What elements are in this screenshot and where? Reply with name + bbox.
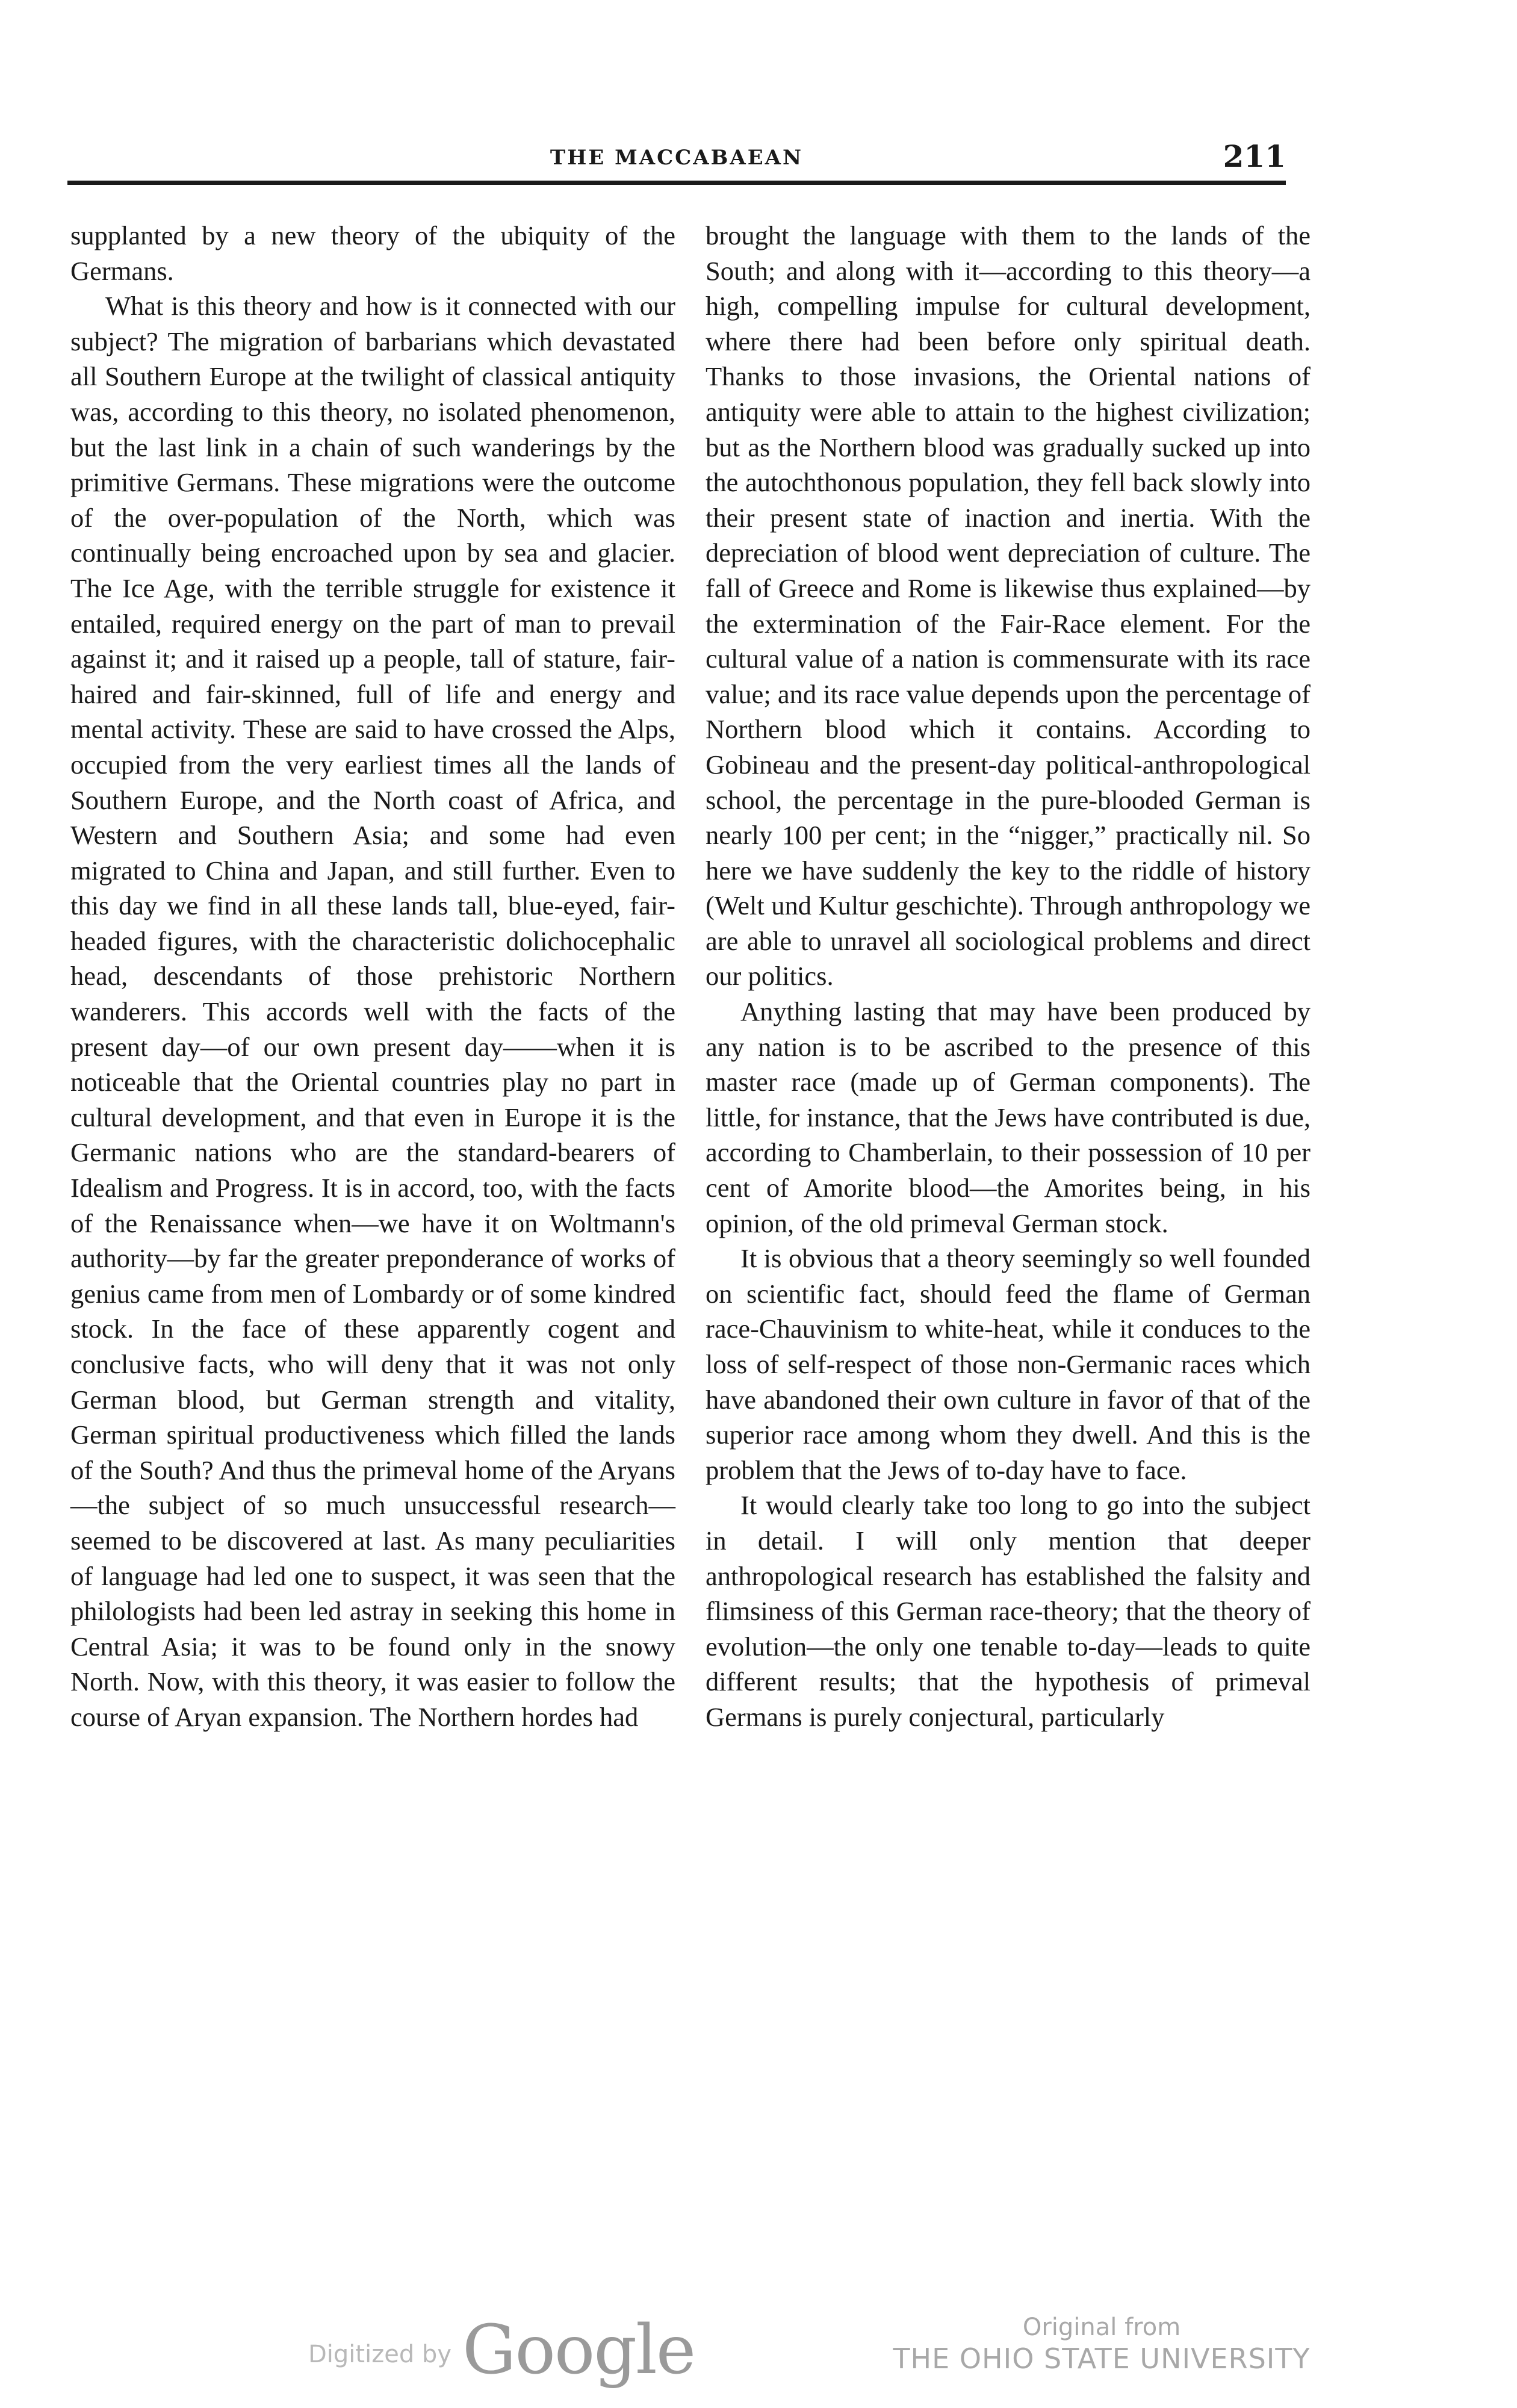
institution-label: THE OHIO STATE UNIVERSITY bbox=[893, 2342, 1311, 2375]
left-column bbox=[70, 218, 675, 1735]
paragraph: It is obvious that a theory seemingly so well founded on scientific fact, should feed the flame of German race-Chauvinism to white-heat, while it conduces to the loss of self-respect of those non-Germanic races which have abandoned their own culture in favor of that of the superior race among whom they dwell. And this is the problem that the Jews of to-day have to face. bbox=[706, 1243, 1311, 1485]
source-watermark bbox=[867, 2313, 1336, 2375]
right-column bbox=[706, 218, 1311, 1735]
digitized-by-watermark bbox=[308, 2300, 695, 2389]
paragraph: It would clearly take too long to go into the subject in detail. I will only mention that deeper anthropological research has established the falsity and flimsiness of this German race-theory; that the theory of evolution—the only one tenable to-day—leads to quite different results; that the hypothesis of primeval Germans is purely conjectural, particularly bbox=[706, 1490, 1311, 1732]
running-header bbox=[67, 138, 1286, 185]
original-from-label: Original from bbox=[1022, 2313, 1181, 2341]
paragraph: brought the language with them to the lands of the South; and along with it—according to this theory—a high, compelling impulse for cultural development, where there had been before only spiritual death. Thanks to those invasions, the Oriental nations of antiquity were able to attain to the highest civilization; but as the Northern blood was gradually sucked up into the autochthonous population, they fell back slowly into their present state of inaction and inertia. With the depreciation of blood went depreciation of culture. The fall of Greece and Rome is likewise thus explained—by the extermination of the Fair-Race element. For the cultural value of a nation is commensurate with its race value; and its race value depends upon the percentage of Northern blood which it contains. According to Gobineau and the present-day political-anthropological school, the percentage in the pure-blooded German is nearly 100 per cent; in the “nigger,” practically nil. So here we have suddenly the key to the riddle of history (Welt und Kultur geschichte). Through anthropology we are able to unravel all sociological problems and direct our politics. bbox=[706, 220, 1311, 991]
paragraph: Anything lasting that may have been produced by any nation is to be ascribed to the presence of this master race (made up of German components). The little, for instance, that the Jews have contributed is due, according to Chamberlain, to their possession of 10 per cent of Amorite blood—the Amorites being, in his opinion, of the old primeval German stock. bbox=[706, 996, 1311, 1238]
paragraph: What is this theory and how is it connected with our subject? The migration of barbarians which devastated all Southern Europe at the twilight of classical antiquity was, according to this theory, no isolated phenomenon, but the last link in a chain of such wanderings by the primitive Germans. These migrations were the outcome of the over-population of the North, which was continually being encroached upon by sea and glacier. The Ice Age, with the terrible struggle for existence it entailed, required energy on the part of man to prevail against it; and it raised up a people, tall of stature, fair-haired and fair-skinned, full of life and energy and mental activity. These are said to have crossed the Alps, occupied from the very earliest times all the lands of Southern Europe, and the North coast of Africa, and Western and Southern Asia; and some had even migrated to China and Japan, and still further. Even to this day we find in all these lands tall, blue-eyed, fair-headed figures, with the characteristic dolichocephalic head, descendants of those prehistoric Northern wanderers. This accords well with the facts of the present day—of our own present day——when it is noticeable that the Oriental countries play no part in cultural development, and that even in Europe it is the Germanic nations who are the standard-bearers of Idealism and Progress. It is in accord, too, with the facts of the Renaissance when—we have it on Woltmann's authority—by far the greater preponderance of works of genius came from men of Lombardy or of some kindred stock. In the face of these apparently cogent and conclusive facts, who will deny that it was not only German blood, but German strength and vitality, German spiritual productiveness which filled the lands of the South? And thus the primeval home of the Aryans—the subject of so much unsuccessful research—seemed to be discovered at last. As many peculiarities of language had led one to suspect, it was seen that the philologists had been led astray in seeking this home in Central Asia; it was to be found only in the snowy North. Now, with this theory, it was easier to follow the course of Aryan expansion. The Northern hordes had bbox=[70, 291, 675, 1732]
google-logo: Google bbox=[462, 2311, 695, 2389]
paragraph: supplanted by a new theory of the ubiquity of the Germans. bbox=[70, 220, 675, 286]
digitized-by-label: Digitized by bbox=[308, 2341, 451, 2368]
page-number: 211 bbox=[1223, 138, 1286, 174]
journal-title: THE MACCABAEAN bbox=[550, 146, 804, 170]
